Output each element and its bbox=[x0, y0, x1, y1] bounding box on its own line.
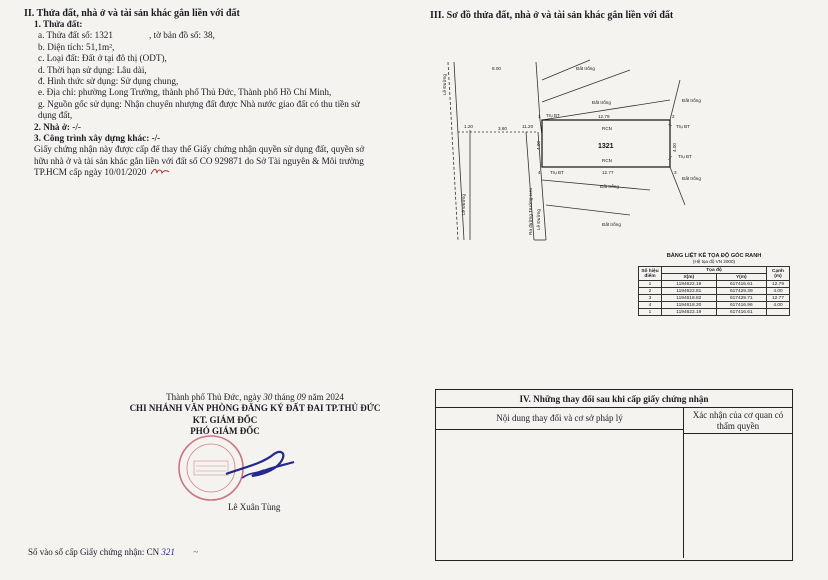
section-4-box bbox=[435, 389, 793, 561]
rcn-top: RCN bbox=[602, 126, 612, 131]
replacement-note-1: Giấy chứng nhận này được cấp để thay thế Giấy chứng nhận quyền sử dụng đất, quyền sở bbox=[34, 144, 365, 155]
point-2: 2 bbox=[672, 114, 675, 119]
map-sheet: , tờ bản đồ số: 38, bbox=[148, 30, 215, 41]
replacement-note-2: hữu nhà ở và tài sản khác gắn liền với đất số CO 929871 do Sở Tài nguyên & Môi trường bbox=[34, 155, 364, 166]
section-3-title: III. Sơ đồ thửa đất, nhà ở và tài sản khác gắn liền với đất bbox=[430, 10, 674, 21]
coord-cell-x: 1194622.19 bbox=[662, 309, 717, 316]
empty-lot-1: Đất trống bbox=[576, 66, 595, 71]
registry-entry: Số vào sổ cấp Giấy chứng nhận: CN 321 ~ bbox=[28, 547, 198, 557]
replacement-note-3: TP.HCM cấp ngày 10/01/2020 bbox=[34, 167, 404, 178]
change-content-col bbox=[436, 408, 684, 558]
coord-cell-p: 1 bbox=[639, 281, 662, 288]
point-3: 3 bbox=[674, 170, 677, 175]
coord-row bbox=[639, 295, 790, 302]
point-4: 4 bbox=[538, 170, 541, 175]
dim-left: 4.00 bbox=[536, 141, 541, 150]
land-type: c. Loại đất: Đất ở tại đô thị (ODT), bbox=[38, 53, 167, 64]
land-heading: 1. Thửa đất: bbox=[34, 19, 83, 29]
col-point: Số hiệu điểm bbox=[639, 267, 662, 281]
parcel-line bbox=[38, 30, 404, 41]
registry-number: 321 bbox=[161, 547, 175, 557]
coord-cell-p: 1 bbox=[639, 309, 662, 316]
dim-road-4: 11.20 bbox=[522, 124, 534, 129]
empty-lot-6: Đất trống bbox=[602, 222, 621, 227]
office-name: CHI NHÁNH VĂN PHÒNG ĐĂNG KÝ ĐẤT ĐAI TP.THỦ ĐỨC bbox=[129, 403, 381, 414]
usage-term: d. Thời hạn sử dụng: Lâu dài, bbox=[38, 64, 147, 75]
origin-1: g. Nguồn gốc sử dụng: Nhận chuyển nhượng đất được Nhà nước giao đất có thu tiền sử bbox=[38, 98, 360, 109]
col-edge: Cạnh (m) bbox=[767, 267, 790, 281]
handwritten-initial bbox=[149, 167, 171, 176]
section-2 bbox=[24, 8, 404, 179]
coord-row bbox=[639, 309, 790, 316]
section-2-title: II. Thửa đất, nhà ở và tài sản khác gắn liền với đất bbox=[24, 8, 240, 19]
signature-scribble bbox=[222, 444, 302, 494]
road-west-label: Lê Đường bbox=[442, 74, 447, 95]
coord-cell-y: 617429.71 bbox=[716, 295, 766, 302]
coord-cell-x: 1194622.19 bbox=[662, 281, 717, 288]
road-south-label: Ra đường Trường Lưu bbox=[528, 188, 533, 235]
confirmation-header: Xác nhận của cơ quan có thẩm quyền bbox=[684, 408, 792, 434]
dim-road-3: 1.20 bbox=[464, 124, 473, 129]
marker-2: Trụ BT bbox=[676, 124, 690, 129]
section-4-title: IV. Những thay đổi sau khi cấp giấy chứng nhận bbox=[436, 390, 792, 408]
coord-table-subtitle: (Hệ tọa độ VN 2000) bbox=[692, 259, 736, 264]
coord-cell-p: 3 bbox=[639, 295, 662, 302]
col-x: X(m) bbox=[662, 274, 717, 281]
signer-name: Lê Xuân Tùng bbox=[228, 502, 281, 512]
area: b. Diện tích: 51,1m², bbox=[38, 41, 115, 52]
col-y: Y(m) bbox=[716, 274, 766, 281]
dim-right: 4.00 bbox=[672, 143, 677, 152]
coord-cell-e: 4.00 bbox=[767, 288, 790, 295]
marker-4: Trụ BT bbox=[550, 170, 564, 175]
coord-row bbox=[639, 302, 790, 309]
coordinate-table-block bbox=[638, 253, 790, 316]
point-1: 1 bbox=[538, 114, 541, 119]
dim-road-1: 8.00 bbox=[492, 66, 501, 71]
month: 09 bbox=[296, 392, 306, 402]
coord-cell-e: 12.77 bbox=[767, 295, 790, 302]
road-mid-label: Lê Đường bbox=[536, 209, 541, 230]
usage-form: đ. Hình thức sử dụng: Sử dụng chung, bbox=[38, 76, 179, 87]
coord-cell-p: 4 bbox=[639, 302, 662, 309]
coord-cell-e: 12.79 bbox=[767, 281, 790, 288]
coord-table-title: BẢNG LIỆT KÊ TỌA ĐỘ GÓC RANH bbox=[666, 253, 762, 259]
coordinate-table bbox=[638, 266, 790, 316]
day: 30 bbox=[263, 392, 273, 402]
coord-cell-x: 1194622.81 bbox=[662, 288, 717, 295]
coord-cell-y: 617416.61 bbox=[716, 281, 766, 288]
kt-director: KT. GIÁM ĐỐC bbox=[192, 414, 258, 425]
address: e. Địa chỉ: phường Long Trường, thành phố Thủ Đức, Thành phố Hồ Chí Minh, bbox=[38, 87, 332, 98]
coord-cell-x: 1194618.82 bbox=[662, 295, 717, 302]
coord-cell-y: 617416.96 bbox=[716, 302, 766, 309]
dim-bottom: 12.77 bbox=[602, 170, 614, 175]
registry-red-mark: ~ bbox=[193, 547, 198, 557]
place-date: Thành phố Thủ Đức, ngày 30 tháng 09 năm 2024 bbox=[166, 392, 344, 402]
rcn-bottom: RCN bbox=[602, 158, 612, 163]
other-construction: 3. Công trình xây dựng khác: -/- bbox=[34, 133, 161, 144]
origin-2: dụng đất, bbox=[38, 110, 73, 121]
house: 2. Nhà ở: -/- bbox=[34, 121, 81, 132]
parcel-number: a. Thửa đất số: 1321 bbox=[38, 30, 113, 41]
deputy-director: PHÓ GIÁM ĐỐC bbox=[190, 426, 260, 437]
empty-lot-5: Đất trống bbox=[600, 184, 619, 189]
coord-cell-x: 1194618.20 bbox=[662, 302, 717, 309]
confirmation-col bbox=[684, 408, 792, 558]
dim-top: 12.79 bbox=[598, 114, 610, 119]
marker-3: Trụ BT bbox=[678, 154, 692, 159]
coord-cell-p: 2 bbox=[639, 288, 662, 295]
dim-road-2: 3.60 bbox=[498, 126, 507, 131]
col-coord: Tọa độ bbox=[662, 267, 767, 274]
empty-lot-4: Đất trống bbox=[682, 176, 701, 181]
marker-1: Trụ BT bbox=[546, 113, 560, 118]
coord-cell-e: 4.00 bbox=[767, 302, 790, 309]
empty-lot-3: Đất trống bbox=[682, 98, 701, 103]
parcel-label: 1321 bbox=[598, 143, 614, 150]
parcel-plan bbox=[430, 40, 790, 245]
coord-cell-e bbox=[767, 309, 790, 316]
coord-cell-y: 617429.39 bbox=[716, 288, 766, 295]
coord-row bbox=[639, 281, 790, 288]
coord-row bbox=[639, 288, 790, 295]
coord-cell-y: 617416.61 bbox=[716, 309, 766, 316]
empty-lot-2: Đất trống bbox=[592, 100, 611, 105]
change-content-header: Nội dung thay đổi và cơ sở pháp lý bbox=[436, 408, 683, 430]
signature-block bbox=[100, 392, 410, 438]
road-west-label-2: Lê Đường bbox=[461, 194, 466, 215]
